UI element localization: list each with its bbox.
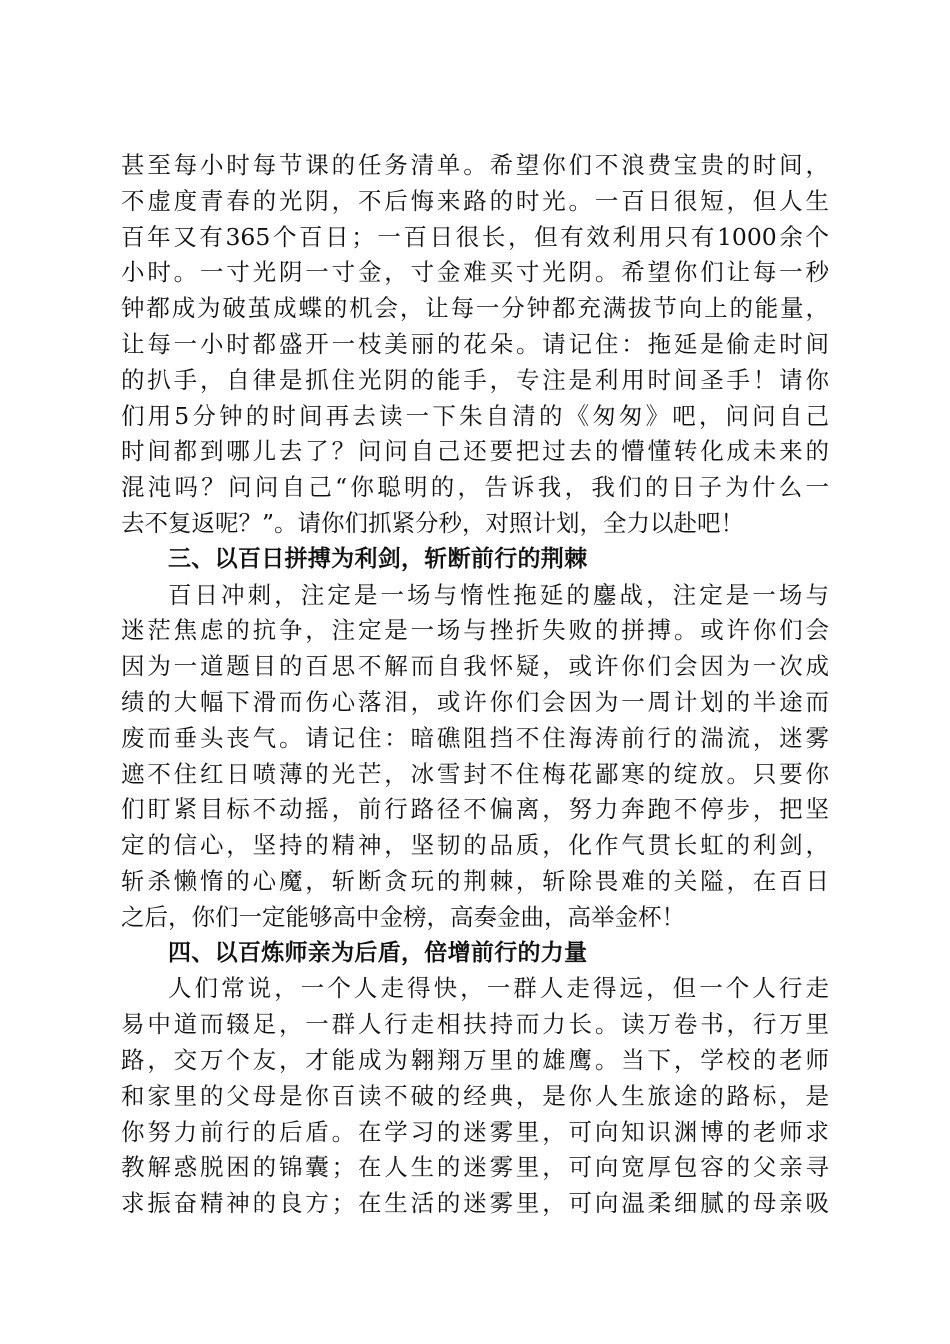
text-line: 钟都成为破茧成蝶的机会，让每一分钟都充满拔节向上的能量， <box>121 294 829 323</box>
text-line: 定的信心，坚持的精神，坚韧的品质，化作气贯长虹的利剑， <box>121 831 829 860</box>
document-body <box>121 148 829 1222</box>
text-line: 求振奋精神的良方；在生活的迷雾里，可向温柔细腻的母亲吸 <box>121 1189 829 1218</box>
paragraph-hundred-day-struggle <box>121 578 829 936</box>
text-line: 绩的大幅下滑而伤心落泪，或许你们会因为一周计划的半途而 <box>121 687 829 716</box>
text-line: 和家里的父母是你百读不破的经典，是你人生旅途的路标，是 <box>121 1081 829 1110</box>
text-line: 你努力前行的后盾。在学习的迷雾里，可向知识渊博的老师求 <box>121 1117 829 1146</box>
text-line: 甚至每小时每节课的任务清单。希望你们不浪费宝贵的时间， <box>121 151 829 179</box>
text-line: 让每一小时都盛开一枝美丽的花朵。请记住：拖延是偷走时间 <box>121 329 829 358</box>
text-line: 教解惑脱困的锦囊；在人生的迷雾里，可向宽厚包容的父亲寻 <box>121 1153 829 1182</box>
text-line: 们盯紧目标不动摇，前行路径不偏离，努力奔跑不停步，把坚 <box>121 795 829 824</box>
text-line: 斩杀懒惰的心魔，斩断贪玩的荆棘，斩除畏难的关隘，在百日 <box>121 866 829 895</box>
text-line: 不虚度青春的光阴，不后悔来路的时光。一百日很短，但人生 <box>121 186 829 215</box>
text-line: 易中道而辍足，一群人行走相扶持而力长。读万卷书，行万里 <box>121 1010 829 1039</box>
text-line: 百日冲刺，注定是一场与惰性拖延的鏖战，注定是一场与 <box>168 580 829 609</box>
text-line: 因为一道题目的百思不解而自我怀疑，或许你们会因为一次成 <box>121 652 829 681</box>
text-line: 们用5分钟的时间再去读一下朱自清的《匆匆》吧，问问自己 <box>121 401 829 430</box>
text-line: 百年又有365个百日；一百日很长，但有效利用只有1000余个 <box>121 222 829 251</box>
paragraph-teachers-parents <box>121 971 829 1222</box>
text-line: 之后，你们一定能够高中金榜，高奏金曲，高举金杯！ <box>121 902 685 931</box>
section-heading-3: 三、以百日拼搏为利剑，斩断前行的荆棘 <box>168 545 588 572</box>
text-line: 去不复返呢？”。请你们抓紧分秒，对照计划，全力以赴吧！ <box>121 508 745 537</box>
text-line: 迷茫焦虑的抗争，注定是一场与挫折失败的拼搏。或许你们会 <box>121 616 829 645</box>
section-heading-4: 四、以百炼师亲为后盾，倍增前行的力量 <box>168 939 588 966</box>
text-line: 废而垂头丧气。请记住：暗礁阻挡不住海涛前行的湍流，迷雾 <box>121 723 829 752</box>
text-line: 混沌吗？问问自己“你聪明的，告诉我，我们的日子为什么一 <box>121 473 829 502</box>
text-line: 时间都到哪儿去了？问问自己还要把过去的懵懂转化成未来的 <box>121 437 829 466</box>
text-line: 路，交万个友，才能成为翱翔万里的雄鹰。当下，学校的老师 <box>121 1045 829 1074</box>
paragraph-time-management <box>121 148 829 542</box>
text-line: 遮不住红日喷薄的光芒，冰雪封不住梅花鄙寒的绽放。只要你 <box>121 759 829 788</box>
text-line: 的扒手，自律是抓住光阴的能手，专注是利用时间圣手！请你 <box>121 365 829 394</box>
text-line: 小时。一寸光阴一寸金，寸金难买寸光阴。希望你们让每一秒 <box>121 258 829 287</box>
text-line: 人们常说，一个人走得快，一群人走得远，但一个人行走 <box>168 974 829 1003</box>
